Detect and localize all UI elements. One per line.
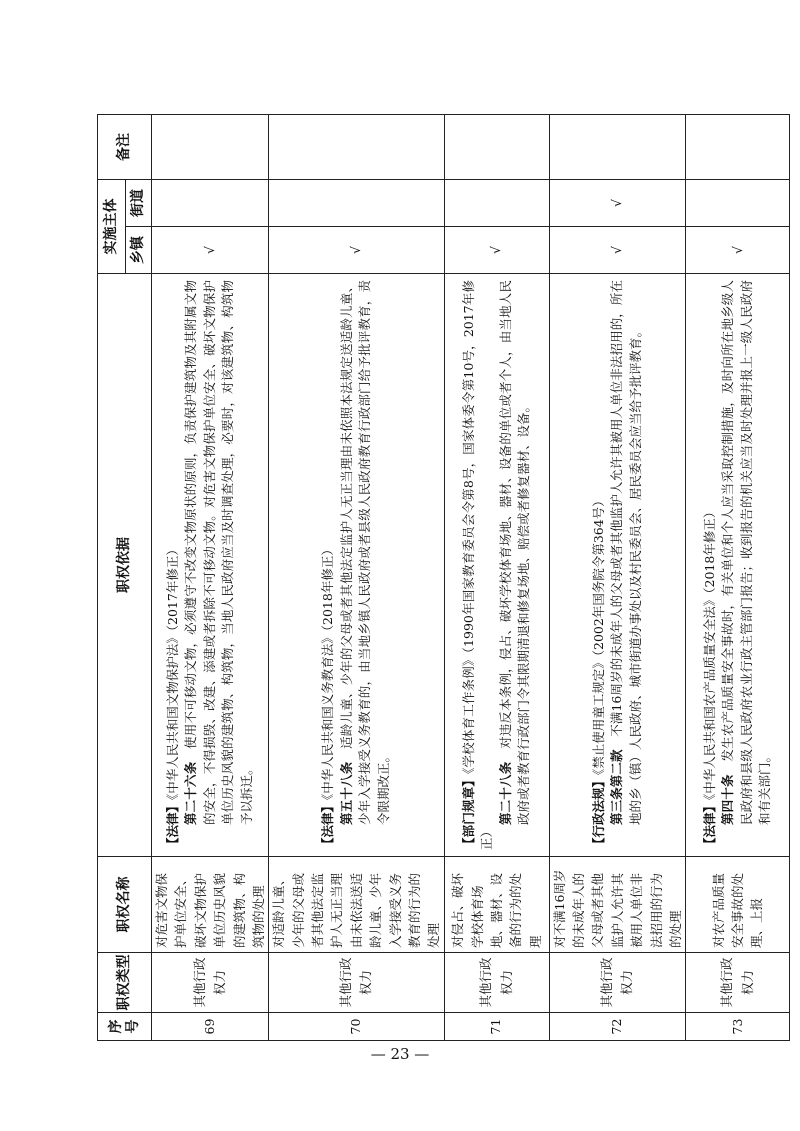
row-seq: 70	[269, 1013, 444, 1041]
table-row	[549, 115, 686, 1041]
header-note: 备注	[98, 115, 152, 180]
row-seq: 72	[549, 1013, 686, 1041]
row-type: 其他行政权力	[444, 953, 549, 1013]
row-basis	[444, 274, 549, 857]
row-note	[686, 115, 790, 180]
row-type: 其他行政权力	[686, 953, 790, 1013]
row-type: 其他行政权力	[549, 953, 686, 1013]
row-seq: 69	[152, 1013, 269, 1041]
town-check: √	[686, 227, 790, 274]
town-check: √	[549, 227, 686, 274]
table-row	[686, 115, 790, 1041]
row-seq: 73	[686, 1013, 790, 1041]
row-name: 对侵占、破坏学校体育场地、器材、设备的行为的处理	[444, 857, 549, 953]
row-note	[444, 115, 549, 180]
row-basis	[269, 274, 444, 857]
row-type: 其他行政权力	[269, 953, 444, 1013]
basis-law: 《禁止使用童工规定》（2002年国务院令第364号）	[590, 494, 606, 775]
street-check	[686, 180, 790, 227]
basis-article: 第四十条	[720, 774, 736, 825]
basis-body: 不满16周岁的未成年人的父母或者其他监护人允许其被用人单位非法招用的，所在地的乡（镇）人民政府、城市街道办事处以及村民委员会、居民委员会应当给予批评教育。	[609, 280, 643, 825]
town-check: √	[269, 227, 444, 274]
street-check	[269, 180, 444, 227]
row-name: 对危害文物保护单位安全、破坏文物保护单位历史风貌的建筑物、构筑物的处理	[152, 857, 269, 953]
row-seq: 71	[444, 1013, 549, 1041]
header-type: 职权类型	[98, 953, 152, 1013]
basis-article: 第二十六条	[183, 761, 199, 825]
header-basis: 职权依据	[98, 274, 152, 857]
basis-body: 对违反本条例，侵占、破坏学校体育场地、器材、设备的单位或者个人，由当地人民政府或者教育行政部门令其限期清退和修复场地、赔偿或者修复器材、设备。	[497, 280, 532, 825]
basis-article: 第二十八条	[497, 761, 513, 825]
row-type: 其他行政权力	[152, 953, 269, 1013]
basis-tag: 【法律】	[320, 799, 336, 850]
row-basis	[152, 274, 269, 857]
basis-law: 《中华人民共和国农产品质量安全法》（2018年修正）	[701, 505, 717, 800]
row-name: 对不满16周岁的未成年人的父母或者其他监护人允许其被用人单位非法招用的行为的处理	[549, 857, 686, 953]
basis-body: 发生农产品质量安全事故时，有关单位和个人应当采取控制措施，及时向所在地乡级人民政府和县级人民政府农业行政主管部门报告；收到报告的机关应当及时处理并报上一级人民政府和有关部门。	[720, 280, 773, 825]
table-row	[152, 115, 269, 1041]
header-town: 乡镇	[126, 227, 152, 274]
row-note	[269, 115, 444, 180]
row-basis	[549, 274, 686, 857]
row-basis	[686, 274, 790, 857]
basis-tag: 【行政法规】	[590, 774, 606, 850]
header-street: 街道	[126, 180, 152, 227]
basis-body: 使用不可移动文物，必须遵守不改变文物原状的原则，负责保护建筑物及其附属文物的安全，不得损毁、改建、添建或者拆除不可移动文物。对危害文物保护单位安全、破坏文物保护单位历史风貌的建筑物、构筑物，当地人民政府应当及时调查处理，必要时，对该建筑物、构筑物予以拆迁。	[183, 280, 254, 825]
row-name: 对适龄儿童、少年的父母或者其他法定监护人无正当理由未依法送适龄儿童、少年入学接受义务教育的行为的处理	[269, 857, 444, 953]
street-check	[444, 180, 549, 227]
town-check: √	[444, 227, 549, 274]
header-name: 职权名称	[98, 857, 152, 953]
row-note	[152, 115, 269, 180]
basis-tag: 【部门规章】	[460, 773, 476, 850]
street-check: √	[549, 180, 686, 227]
power-list-table	[97, 114, 790, 1041]
header-subject: 实施主体	[98, 180, 126, 274]
header-seq: 序号	[98, 1013, 152, 1041]
street-check	[152, 180, 269, 227]
row-note	[549, 115, 686, 180]
basis-law: 《中华人民共和国义务教育法》（2018年修正）	[320, 543, 336, 800]
basis-article: 第三条第二款	[609, 749, 625, 825]
basis-article: 第五十八条	[338, 761, 354, 825]
row-name: 对农产品质量安全事故的处理、上报	[686, 857, 790, 953]
basis-law: 《中华人民共和国文物保护法》（2017年修正）	[164, 543, 180, 800]
rotated-table-sheet	[97, 115, 773, 1041]
town-check: √	[152, 227, 269, 274]
basis-tag: 【法律】	[701, 799, 717, 850]
table-row	[444, 115, 549, 1041]
table-row	[269, 115, 444, 1041]
basis-tag: 【法律】	[164, 799, 180, 850]
basis-law: 《学校体育工作条例》（1990年国家教育委员会令第8号，国家体委令第10号，2017年修正）	[460, 280, 495, 850]
basis-body: 适龄儿童、少年的父母或者其他法定监护人无正当理由未依照本法规定送适龄儿童、少年入学接受义务教育的，由当地乡镇人民政府或者县级人民政府教育行政部门给予批评教育，责令限期改正。	[338, 280, 391, 825]
page-number: — 23 —	[370, 1045, 430, 1063]
